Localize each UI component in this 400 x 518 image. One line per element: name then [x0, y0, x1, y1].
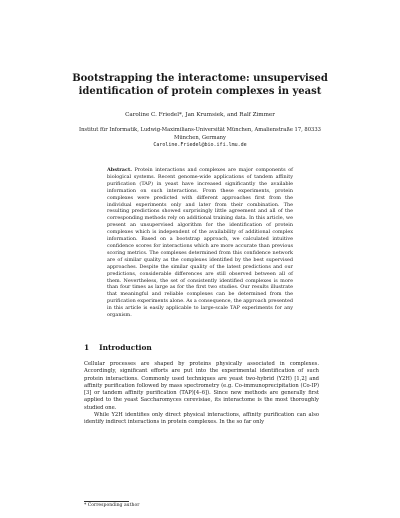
footnote: * Corresponding author: [84, 503, 140, 508]
abstract: [107, 167, 293, 319]
section-heading: [84, 343, 319, 353]
abstract-label: Abstract.: [107, 167, 132, 173]
section-title: Introduction: [99, 343, 152, 352]
author-list: Caroline C. Friedel*, Jan Krumsiek, and Ralf Zimmer: [125, 112, 275, 118]
footnote-rule: [84, 501, 129, 502]
section-number: 1: [84, 343, 90, 352]
paper-title: Bootstrapping the interactome: unsupervised identification of protein complexes in yeast: [72, 73, 328, 97]
affiliation: [70, 127, 330, 150]
body-text: [84, 361, 319, 427]
paragraph-2: While Y2H identifies only direct physical interactions, affinity purification can also identify indirect interactions in protein complexes. In the so far only: [84, 412, 319, 426]
abstract-text: Protein interactions and complexes are major components of biological systems. Recent genome-wide applications of tandem affinity purification (TAP) in yeast have increased significantly the available information on such interactions. From these experiments, protein complexes were predicted with different approaches first from the individual experiments only and later from their combination. The resulting predictions showed surprisingly little agreement and all of the corresponding methods rely on additional training data. In this article, we present an unsupervised algorithm for the identification of protein complexes which is independent of the availability of additional complex information. Based on a bootstrap approach, we calculated intuitive confidence scores for interactions which are more accurate than previous scoring metrics. The complexes determined from this confidence network are of similar quality as the complexes identified by the best supervised approaches. Despite the similar quality of the latest predictions and our predictions, considerable differences are still observed between all of them. Nevertheless, the set of consistently identified complexes is more than four times as large as for the first two studies. Our results illustrate that meaningful and reliable complexes can be determined from the purification experiments alone. As a consequence, the approach presented in this article is easily applicable to large-scale TAP experiments for any organism.: [107, 167, 293, 319]
paragraph-1: Cellular processes are shaped by proteins physically associated in complexes. Accordingly, significant efforts are put into the experimental identification of such protein interactions. Commonly used techniques are yeast two-hybrid (Y2H) [1,2] and affinity purification followed by mass spectrometry (e.g. Co-immunoprecipitation (Co-IP)[3] or tandem affinity purification (TAP)[4–6]). Since new methods are generally first applied to the yeast Saccharomyces cerevisiae, its interactome is the most thoroughly studied one.: [84, 361, 319, 411]
affiliation-email: Caroline.Friedel@bio.ifi.lmu.de: [153, 142, 247, 149]
affiliation-address: Institut für Informatik, Ludwig-Maximilians-Universität München, Amalienstraße 17, 80333 München, Germany: [79, 127, 321, 141]
